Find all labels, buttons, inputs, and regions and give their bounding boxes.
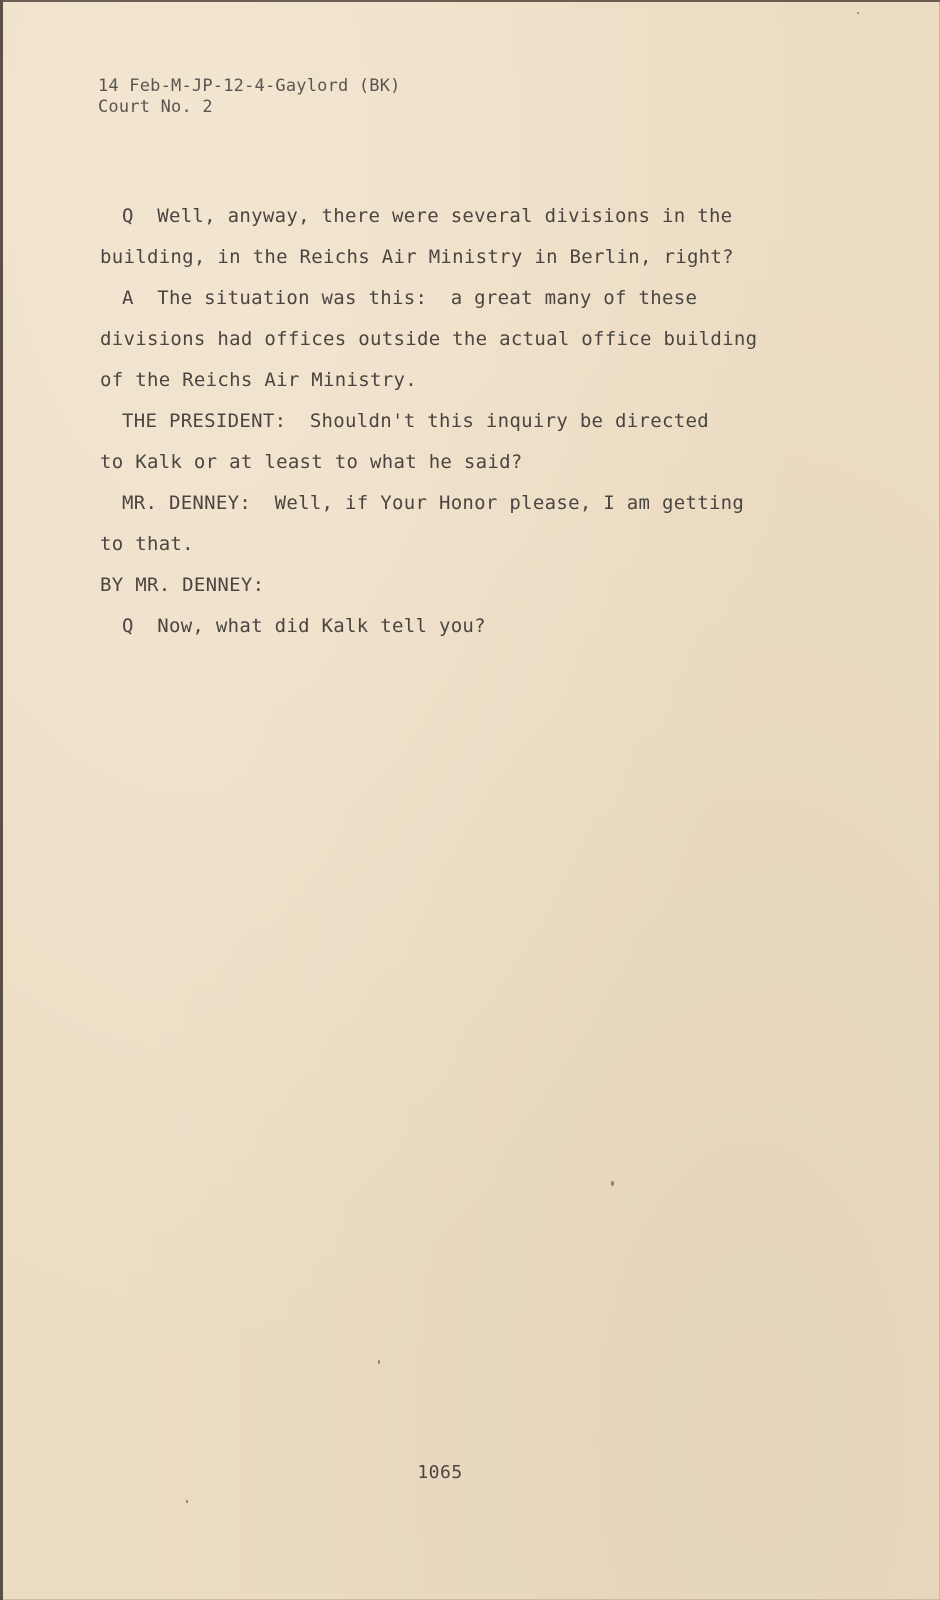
transcript-line: Q Now, what did Kalk tell you? [122,615,486,637]
document-header [98,76,401,118]
transcript-line: A The situation was this: a great many of these [122,287,698,309]
header-reference-line: 14 Feb-M-JP-12-4-Gaylord (BK) [98,76,401,96]
page-top-edge [0,0,940,2]
transcript-body [100,196,820,647]
page-number: 1065 [417,1462,463,1483]
paper-speck [378,1360,380,1364]
transcript-line: of the Reichs Air Ministry. [100,369,417,391]
transcript-line: building, in the Reichs Air Ministry in Berlin, right? [100,246,734,268]
transcript-line: MR. DENNEY: Well, if Your Honor please, I am getting [122,492,745,514]
paper-speck [186,1500,188,1503]
header-court-line: Court No. 2 [98,97,213,117]
page-left-edge [0,0,3,1600]
transcript-line: Q Well, anyway, there were several divisions in the [122,205,733,227]
transcript-line: THE PRESIDENT: Shouldn't this inquiry be directed [122,410,709,432]
transcript-line: to Kalk or at least to what he said? [100,451,523,473]
transcript-line: to that. [100,533,194,555]
paper-speck [857,12,859,14]
transcript-line: BY MR. DENNEY: [100,574,265,596]
paper-speck [611,1181,614,1186]
transcript-line: divisions had offices outside the actual office building [100,328,758,350]
